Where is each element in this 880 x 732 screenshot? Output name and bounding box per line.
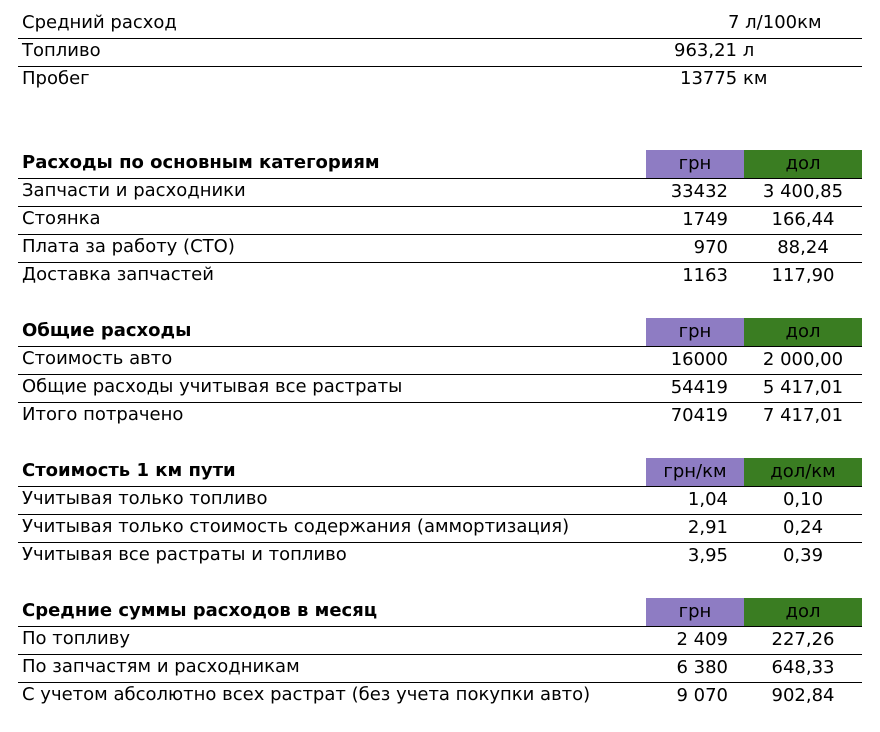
- value-usd: 2 000,00: [762, 349, 844, 370]
- value-uah: 6 380: [676, 657, 728, 678]
- value-usd: 3 400,85: [762, 181, 844, 202]
- value-uah: 54419: [670, 377, 728, 398]
- table-row: [18, 178, 862, 207]
- section-header-main-categories: [18, 150, 862, 179]
- row-label: С учетом абсолютно всех растрат (без учета покупки авто): [22, 684, 591, 705]
- row-label: По топливу: [22, 628, 130, 649]
- table-row: [18, 542, 862, 570]
- column-header-uah: грн: [645, 150, 744, 178]
- column-header-usd: дол: [744, 150, 862, 178]
- summary-row-fuel: [18, 38, 862, 67]
- value-uah: 70419: [670, 405, 728, 426]
- value-uah: 1749: [682, 209, 728, 230]
- summary-row-mileage: [18, 66, 862, 94]
- value-uah: 970: [693, 237, 728, 258]
- section-header-total-expenses: [18, 318, 862, 347]
- row-label: Плата за работу (СТО): [22, 236, 235, 257]
- summary-value: 7 л/100км: [728, 12, 822, 33]
- value-uah: 16000: [670, 349, 728, 370]
- column-header-uah: грн: [645, 598, 744, 626]
- column-header-usd-per-km: дол/км: [744, 458, 862, 486]
- value-usd: 166,44: [771, 209, 835, 230]
- row-label: Общие расходы учитывая все растраты: [22, 376, 403, 397]
- value-uah: 2,91: [687, 517, 728, 538]
- summary-value: 963,21 л: [674, 40, 755, 61]
- section-title: Общие расходы: [22, 320, 192, 341]
- table-row: [18, 374, 862, 403]
- value-uah: 1,04: [687, 489, 728, 510]
- value-uah: 1163: [682, 265, 728, 286]
- summary-row-avg-consumption: [18, 10, 862, 39]
- value-uah: 9 070: [676, 685, 728, 706]
- column-header-uah-per-km: грн/км: [645, 458, 744, 486]
- value-usd: 648,33: [771, 657, 835, 678]
- row-label: Учитывая только стоимость содержания (аммортизация): [22, 516, 570, 537]
- section-header-monthly-average: [18, 598, 862, 627]
- table-row: [18, 514, 862, 543]
- row-label: Учитывая все растраты и топливо: [22, 544, 347, 565]
- table-row: [18, 262, 862, 290]
- section-title: Расходы по основным категориям: [22, 152, 380, 173]
- summary-value: 13775 км: [680, 68, 768, 89]
- summary-label: Пробег: [22, 68, 90, 89]
- row-label: Итого потрачено: [22, 404, 184, 425]
- section-header-cost-per-km: [18, 458, 862, 487]
- value-usd: 88,24: [777, 237, 829, 258]
- table-row: [18, 654, 862, 683]
- value-usd: 0,10: [782, 489, 824, 510]
- value-usd: 0,24: [782, 517, 824, 538]
- column-header-usd: дол: [744, 318, 862, 346]
- row-label: Учитывая только топливо: [22, 488, 268, 509]
- section-title: Стоимость 1 км пути: [22, 460, 236, 481]
- column-header-uah: грн: [645, 318, 744, 346]
- value-usd: 227,26: [771, 629, 835, 650]
- table-row: [18, 402, 862, 430]
- table-row: [18, 626, 862, 655]
- value-uah: 3,95: [687, 545, 728, 566]
- value-usd: 0,39: [782, 545, 824, 566]
- row-label: По запчастям и расходникам: [22, 656, 300, 677]
- section-title: Средние суммы расходов в месяц: [22, 600, 378, 621]
- row-label: Запчасти и расходники: [22, 180, 246, 201]
- table-row: [18, 346, 862, 375]
- column-header-usd: дол: [744, 598, 862, 626]
- table-row: [18, 682, 862, 710]
- value-usd: 5 417,01: [762, 377, 844, 398]
- row-label: Стоянка: [22, 208, 101, 229]
- row-label: Доставка запчастей: [22, 264, 214, 285]
- row-label: Стоимость авто: [22, 348, 173, 369]
- value-uah: 33432: [670, 181, 728, 202]
- value-usd: 7 417,01: [762, 405, 844, 426]
- table-row: [18, 234, 862, 263]
- summary-label: Средний расход: [22, 12, 177, 33]
- value-usd: 117,90: [771, 265, 835, 286]
- table-row: [18, 206, 862, 235]
- value-usd: 902,84: [771, 685, 835, 706]
- summary-label: Топливо: [22, 40, 101, 61]
- table-row: [18, 486, 862, 515]
- value-uah: 2 409: [676, 629, 728, 650]
